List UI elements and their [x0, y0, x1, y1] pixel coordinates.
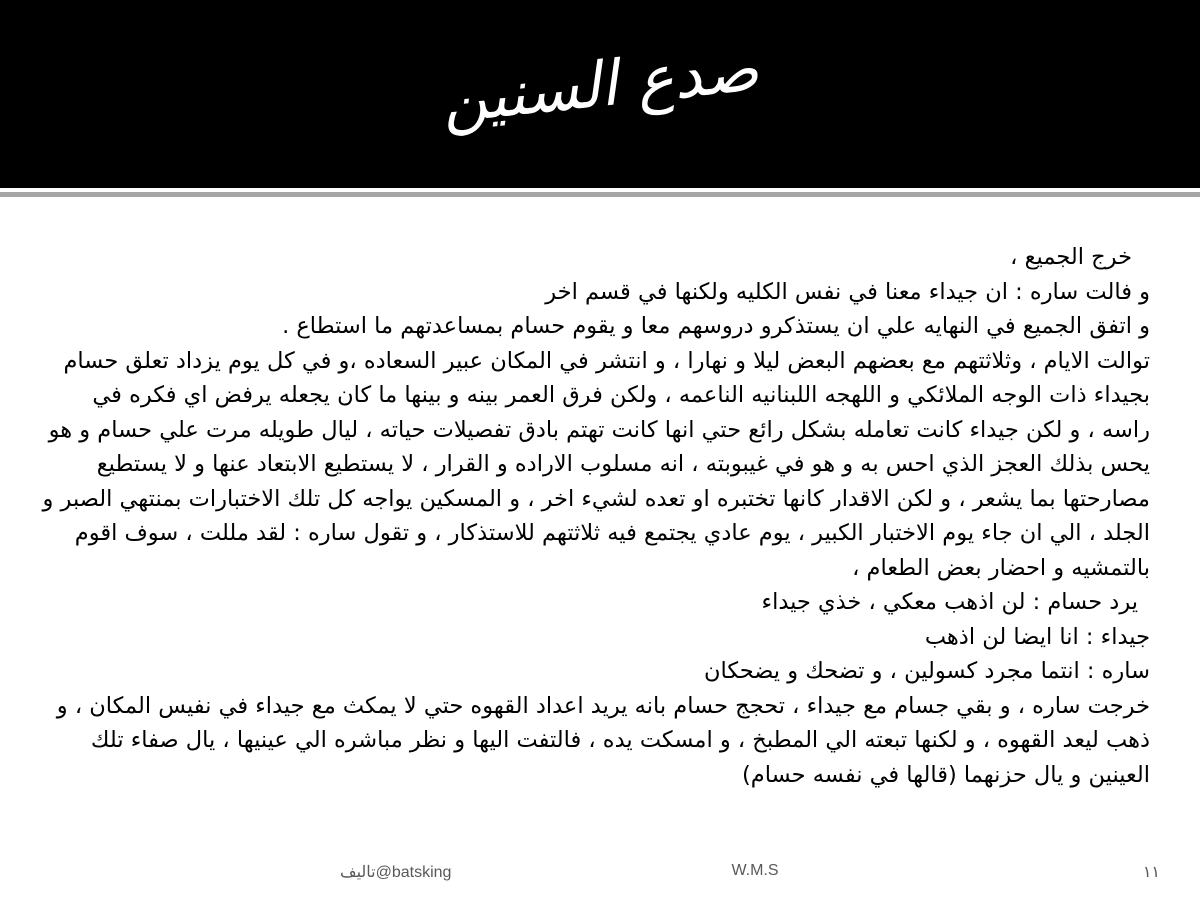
title-band [0, 0, 1200, 188]
slide-title: صدع السنين [438, 31, 762, 138]
title-divider [0, 192, 1200, 197]
story-paragraph: و اتفق الجميع في النهايه علي ان يستذكرو دروسهم معا و يقوم حسام بمساعدتهم ما استطاع . [282, 313, 1150, 339]
slide-footer [0, 862, 1200, 888]
story-paragraph: ساره : انتما مجرد كسولين ، و تضحك و يضحكان [703, 658, 1150, 684]
story-paragraph: جيداء : انا ايضا لن اذهب [924, 623, 1150, 650]
story-paragraph: و فالت ساره : ان جيداء معنا في نفس الكليه ولكنها في قسم اخر [545, 278, 1150, 305]
story-paragraph: توالت الايام ، وثلاثتهم مع بعضهم البعض ليلا و نهارا ، و انتشر في المكان عبير السعاده ،و في كل يوم يزداد تعلق حسام بجيداء ذات الوجه الملائكي و اللهجه اللبنانيه الناعمه ، ولكن فرق العمر بينه و بينها ما كان يجعله يرفض اي فكره في راسه ، و لكن جيداء كانت تعامله بشكل رائع حتي انها كانت تهتم بادق تفصيلات حياته ، ليال طويله مرت علي حسام و هو يحس بذلك العجز الذي احس به و هو في غيبوبته ، انه مسلوب الاراده و القرار ، لا يستطيع الابتعاد عنها و لا يستطيع مصارحتها بما يشعر ، و لكن الاقدار كانها تختبره او تعده لشيء اخر ، و المسكين يواجه كل تلك الاختبارات بمنتهي الصبر و الجلد ، الي ان جاء يوم الاختبار الكبير ، يوم عادي يجتمع فيه ثلاثتهم للاستذكار ، و تقول ساره : لقد مللت ، سوف اقوم بالتمشيه و احضار بعض الطعام ، [42, 347, 1150, 581]
story-text [40, 240, 1150, 840]
footer-label: W.M.S [731, 862, 779, 879]
footer-author: تاليف@batsking [340, 864, 452, 881]
story-paragraph: خرجت ساره ، و بقي جسام مع جيداء ، تحجج حسام بانه يريد اعداد القهوه حتي لا يمكث مع جيداء في نفيس المكان ، و ذهب ليعد القهوه ، و لكنها تبعته الي المطبخ ، و امسكت يده ، فالتفت اليها و نظر مباشره الي عينيها ، يال صفاء تلك العينين و يال حزنهما (قالها في نفسه حسام) [56, 692, 1150, 788]
story-paragraph: خرج الجميع ، [1010, 244, 1132, 270]
page-number: ١١ [1142, 864, 1160, 881]
story-paragraph: يرد حسام : لن اذهب معكي ، خذي جيداء [761, 589, 1138, 615]
